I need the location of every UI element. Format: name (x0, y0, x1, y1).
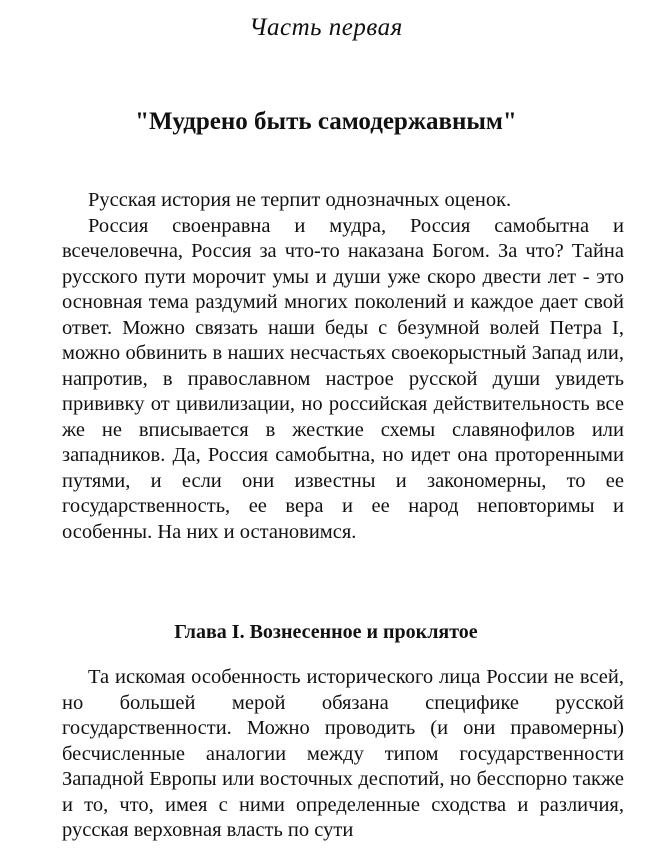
chapter-paragraph-1: Та искомая особенность исторического лица России не всей, но большей мерой обязана специфике русской государственности. Можно проводить (и они правомерны) бесчисленные аналогии между типом государственности Западной Европы или восточных деспотий, но бесспорно также и то, что, имея с ними определенные сходства и различия, русская верховная власть по сути (62, 666, 624, 841)
intro-paragraph-2: Россия своенравна и мудра, Россия самобытна и всечеловечна, Россия за что-то наказана Богом. За что? Тайна русского пути морочит умы и души уже скоро двести лет - это основная тема раздумий многих поколений и каждое дает свой ответ. Можно связать наши беды с безумной волей Петра I, можно обвинить в наших несчастьях своекорыстный Запад или, напротив, в православном настрое русской души увидеть прививку от цивилизации, но российская действительность все же не вписывается в жесткие схемы славянофилов или западников. Да, Россия самобытна, но идет она проторенными путями, и если они известны и закономерны, то ее государственность, ее вера и ее народ неповторимы и особенны. На них и остановимся. (62, 214, 624, 543)
main-title: "Мудрено быть самодержавным" (135, 108, 517, 135)
intro-paragraph-1: Русская история не терпит однозначных оценок. (88, 189, 512, 211)
chapter-title: Глава I. Вознесенное и проклятое (174, 621, 478, 643)
part-title: Часть первая (249, 14, 403, 41)
chapter-text (62, 665, 624, 844)
intro-text (62, 188, 624, 545)
